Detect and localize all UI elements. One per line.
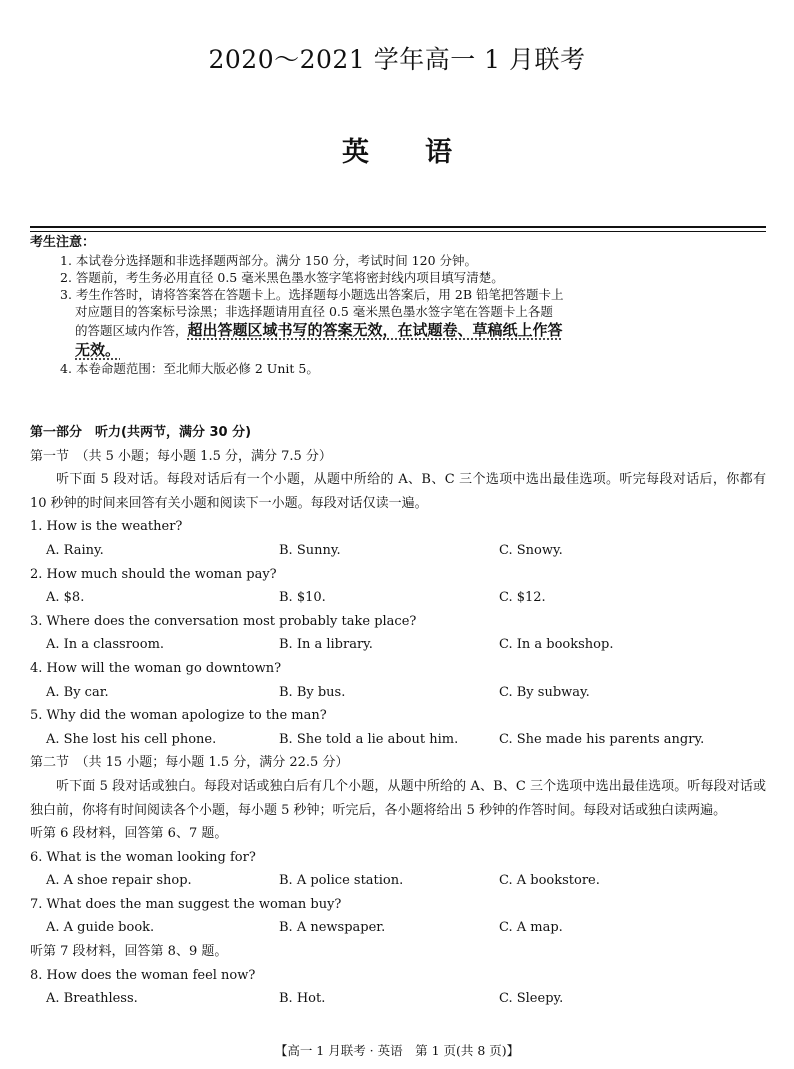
part-1-heading: 第一部分 听力(共两节，满分 30 分) bbox=[30, 425, 252, 440]
question-8-options bbox=[30, 987, 766, 1011]
exam-title: 2020～2021 学年高一 1 月联考 bbox=[208, 45, 586, 74]
listening-part bbox=[30, 421, 766, 1011]
question-1-option-b[interactable]: B. Sunny. bbox=[279, 542, 341, 558]
question-8-stem: 8. How does the woman feel now? bbox=[30, 967, 256, 983]
question-3-stem: 3. Where does the conversation most probably take place? bbox=[30, 613, 417, 629]
material-6-note: 听第 6 段材料，回答第 6、7 题。 bbox=[30, 826, 228, 842]
notice-heading: 考生注意： bbox=[30, 235, 96, 250]
question-1-option-a[interactable]: A. Rainy. bbox=[46, 542, 104, 558]
notice-item-3-line-1: 3. 考生作答时，请将答案答在答题卡上。选择题每小题选出答案后，用 2B 铅笔把答题卡上 bbox=[60, 287, 564, 302]
question-3-option-c[interactable]: C. In a bookshop. bbox=[499, 637, 614, 653]
question-2-option-c[interactable]: C. $12. bbox=[499, 590, 546, 606]
notice-item-2: 2. 答题前，考生务必用直径 0.5 毫米黑色墨水签字笔将密封线内项目填写清楚。 bbox=[60, 270, 504, 285]
question-7-option-a[interactable]: A. A guide book. bbox=[46, 920, 155, 936]
question-7-stem: 7. What does the man suggest the woman buy? bbox=[30, 896, 342, 912]
question-8-option-c[interactable]: C. Sleepy. bbox=[499, 991, 564, 1007]
question-5-option-b[interactable]: B. She told a lie about him. bbox=[279, 731, 459, 747]
subject-char-2: 语 bbox=[425, 137, 452, 168]
section-2-instructions: 听下面 5 段对话或独白。每段对话或独白后有几个小题，从题中所给的 A、B、C 三个选项中选出最佳选项。听每段对话或独白前，你将有时间阅读各个小题，每小题 5 秒钟；听完后，各小题将给出 5 秒钟的作答时间。每段对话或独白读两遍。 bbox=[30, 778, 766, 818]
question-1-option-c[interactable]: C. Snowy. bbox=[499, 542, 563, 558]
question-4-option-a[interactable]: A. By car. bbox=[46, 684, 109, 700]
notice-item-3-line-3-text: 的答题区域内作答， bbox=[75, 323, 188, 338]
question-5-stem: 5. Why did the woman apologize to the man? bbox=[30, 708, 327, 724]
question-2-option-b[interactable]: B. $10. bbox=[279, 590, 326, 606]
question-6-option-a[interactable]: A. A shoe repair shop. bbox=[46, 873, 192, 889]
question-6-option-b[interactable]: B. A police station. bbox=[279, 873, 404, 889]
question-3-options bbox=[30, 633, 766, 657]
question-8-option-a[interactable]: A. Breathless. bbox=[46, 991, 138, 1007]
question-6-stem: 6. What is the woman looking for? bbox=[30, 849, 256, 865]
question-4-options bbox=[30, 681, 766, 705]
question-7-option-c[interactable]: C. A map. bbox=[499, 920, 563, 936]
question-7-option-b[interactable]: B. A newspaper. bbox=[279, 920, 386, 936]
question-4-option-c[interactable]: C. By subway. bbox=[499, 684, 590, 700]
candidate-notice bbox=[30, 234, 766, 377]
notice-emphasis-1: 超出答题区域书写的答案无效，在试题卷、草稿纸上作答 bbox=[187, 321, 563, 339]
question-5-option-a[interactable]: A. She lost his cell phone. bbox=[46, 731, 217, 747]
question-6-option-c[interactable]: C. A bookstore. bbox=[499, 873, 600, 889]
question-2-options bbox=[30, 586, 766, 610]
question-3-option-a[interactable]: A. In a classroom. bbox=[46, 637, 165, 653]
notice-emphasis-2: 无效。 bbox=[75, 341, 121, 359]
section-2-heading: 第二节 （共 15 小题；每小题 1.5 分，满分 22.5 分） bbox=[30, 755, 349, 771]
question-7-options bbox=[30, 916, 766, 940]
notice-item-3-line-2: 对应题目的答案标号涂黑；非选择题请用直径 0.5 毫米黑色墨水签字笔在答题卡上各题 bbox=[75, 304, 553, 319]
subject-title bbox=[0, 130, 794, 169]
question-1-options bbox=[30, 539, 766, 563]
section-1-heading: 第一节 （共 5 小题；每小题 1.5 分，满分 7.5 分） bbox=[30, 448, 332, 464]
notice-item-4: 4. 本卷命题范围：至北师大版必修 2 Unit 5。 bbox=[60, 361, 319, 376]
material-7-note: 听第 7 段材料，回答第 8、9 题。 bbox=[30, 944, 228, 960]
question-4-stem: 4. How will the woman go downtown? bbox=[30, 660, 282, 676]
question-2-stem: 2. How much should the woman pay? bbox=[30, 566, 277, 582]
question-2-option-a[interactable]: A. $8. bbox=[46, 590, 85, 606]
question-8-option-b[interactable]: B. Hot. bbox=[279, 991, 326, 1007]
subject-char-1: 英 bbox=[342, 137, 369, 168]
divider-thin bbox=[30, 231, 766, 232]
section-1-instructions: 听下面 5 段对话。每段对话后有一个小题，从题中所给的 A、B、C 三个选项中选出最佳选项。听完每段对话后，你都有 10 秒钟的时间来回答有关小题和阅读下一小题。每段对话仅读一遍。 bbox=[30, 472, 766, 511]
notice-item-3 bbox=[30, 286, 766, 360]
question-5-options bbox=[30, 728, 766, 752]
notice-item-1: 1. 本试卷分选择题和非选择题两部分。满分 150 分，考试时间 120 分钟。 bbox=[60, 253, 478, 268]
divider-thick bbox=[30, 226, 766, 228]
question-5-option-c[interactable]: C. She made his parents angry. bbox=[499, 731, 705, 747]
question-4-option-b[interactable]: B. By bus. bbox=[279, 684, 346, 700]
page-footer: 【高一 1 月联考 · 英语 第 1 页(共 8 页)】 bbox=[274, 1043, 520, 1058]
notice-item-3-line-3 bbox=[75, 320, 766, 340]
question-6-options bbox=[30, 869, 766, 893]
question-3-option-b[interactable]: B. In a library. bbox=[279, 637, 373, 653]
question-1-stem: 1. How is the weather? bbox=[30, 519, 183, 535]
